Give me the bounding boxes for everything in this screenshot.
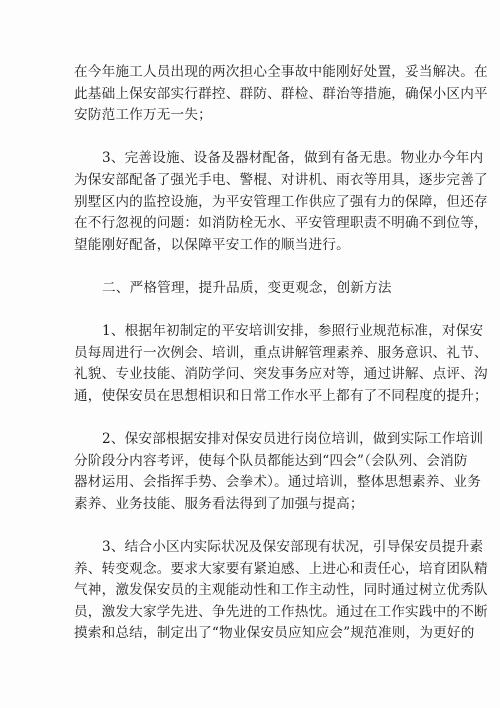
text-line: 在不行忽视的问题：如消防栓无水、平安管理职责不明确不到位等， [74,215,488,232]
text-line: 此基础上保安部实行群控、群防、群检、群治等措施，确保小区内平 [74,85,488,102]
document-body [74,62,488,645]
text-line: 礼貌、专业技能、消防学问、突发事务应对等，通过讲解、点评、沟 [74,366,488,383]
text-line: 3、完善设施、设备及器材配备，做到有备无患。物业办今年内 [102,150,484,167]
text-line: 摸索和总结，制定出了“物业保安员应知应会”规范准则，为更好的 [74,625,475,642]
text-line: 3、结合小区内实际状况及保安部现有状况，引导保安员提升素 [102,539,484,556]
text-line: 器材运用、会指挥手势、会拳术）。通过培训，整体思想素养、业务 [74,474,482,491]
text-line: 2、保安部根据安排对保安员进行岗位培训，做到实际工作培训 [102,431,484,448]
text-line: 养、转变观念。要求大家要有紧迫感、上进心和责任心，培育团队精 [74,560,488,577]
text-line: 安防范工作万无一失； [74,107,212,124]
text-line: 分阶段分内容考评，使每个队员都能达到“四会”（会队列、会消防 [74,452,468,469]
text-line: 1、根据年初制定的平安培训安排，参照行业规范标准，对保安 [102,323,484,340]
text-line: 员每周进行一次例会、培训，重点讲解管理素养、服务意识、礼节、 [74,344,488,361]
text-line: 在今年施工人员出现的两次担心全事故中能刚好处置，妥当解决。在 [74,64,488,80]
text-line: 为保安部配备了强光手电、警棍、对讲机、雨衣等用具，逐步完善了 [74,171,488,188]
text-line: 员，激发大家学先进、争先进的工作热忱。通过在工作实践中的不断 [74,603,488,620]
text-line: 通，使保安员在思想相识和日常工作水平上都有了不同程度的提升； [74,387,488,404]
text-line: 望能刚好配备，以保障平安工作的顺当进行。 [74,236,350,253]
section-heading: 二、严格管理，提升品质，变更观念，创新方法 [102,279,392,296]
text-line: 素养、业务技能、服务看法得到了加强与提高； [74,495,364,512]
text-line: 气神，激发保安员的主观能动性和工作主动性，同时通过树立优秀队 [74,582,488,599]
text-line: 别墅区内的监控设施，为平安管理工作供应了强有力的保障，但还存 [74,193,488,210]
